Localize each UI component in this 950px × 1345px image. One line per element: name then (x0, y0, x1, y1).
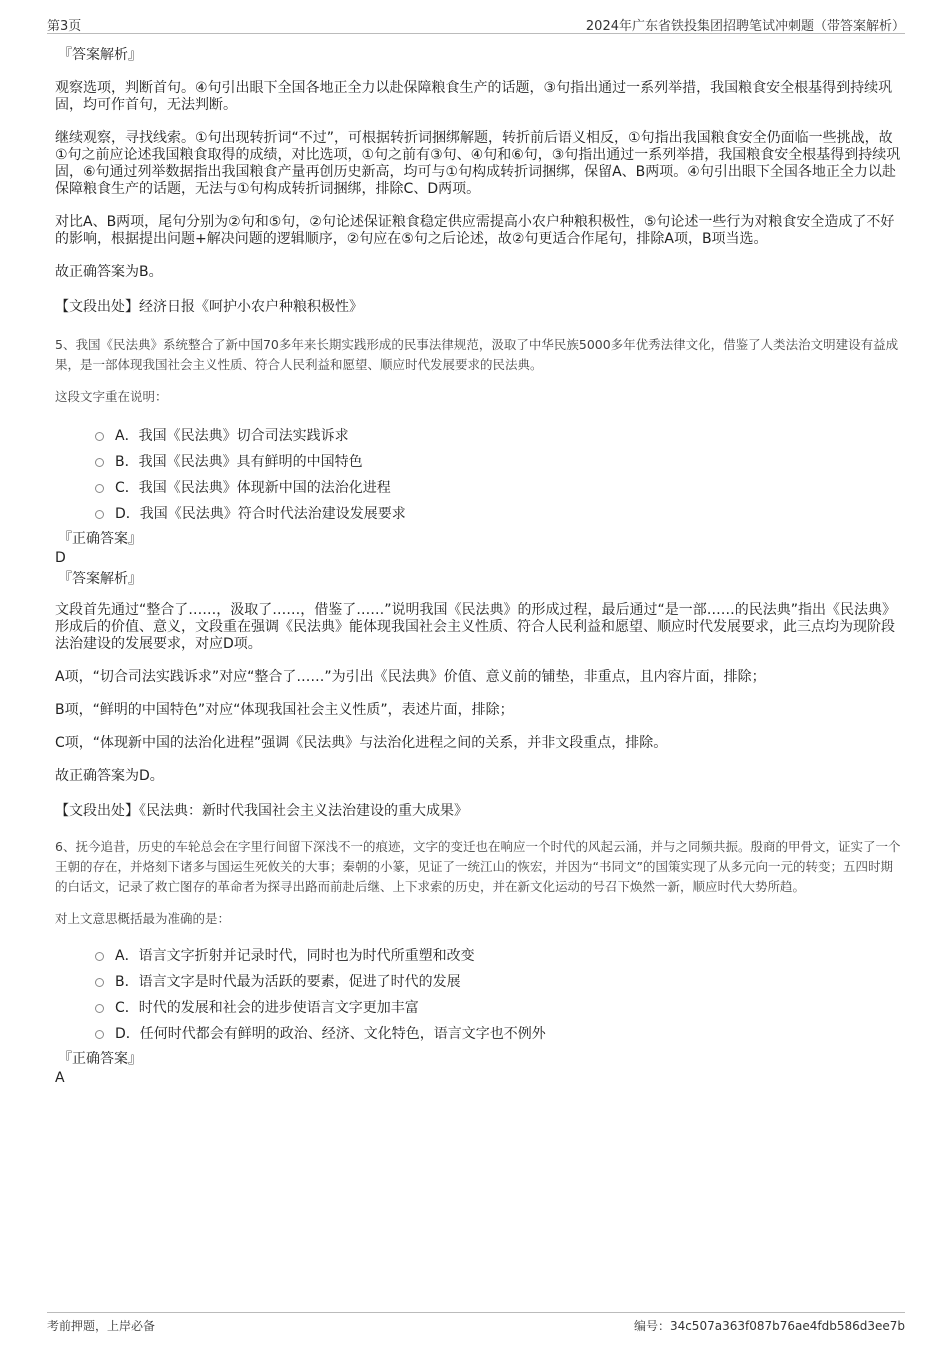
q5-source: 【文段出处】《民法典：新时代我国社会主义法治建设的重大成果》 (55, 803, 468, 819)
q5-option-d[interactable] (55, 501, 901, 527)
option-label: A．语言文字折射并记录时代，同时也为时代所重塑和改变 (115, 948, 475, 964)
radio-icon[interactable] (95, 952, 104, 961)
q5-analysis-para: B项，“鲜明的中国特色”对应“体现我国社会主义性质”，表述片面，排除； (55, 702, 514, 718)
q6-option-c[interactable] (55, 995, 901, 1021)
page-number: 第3页 (47, 19, 82, 34)
q5-option-b[interactable] (55, 449, 901, 475)
option-label: C．时代的发展和社会的进步使语言文字更加丰富 (115, 1000, 419, 1016)
q5-answer-label: 『正确答案』 (58, 531, 142, 547)
q6-options (55, 943, 901, 1047)
q5-analysis-para: A项，“切合司法实践诉求”对应“整合了……”为引出《民法典》价值、意义前的铺垫，非重点，且内容片面，排除； (55, 669, 766, 685)
option-label: D．我国《民法典》符合时代法治建设发展要求 (115, 506, 406, 522)
option-label: D．任何时代都会有鲜明的政治、经济、文化特色，语言文字也不例外 (115, 1026, 546, 1042)
q4-conclusion: 故正确答案为B。 (55, 264, 163, 280)
q6-answer: A (55, 1070, 65, 1086)
q5-analysis-label: 『答案解析』 (58, 571, 142, 587)
radio-icon[interactable] (95, 458, 104, 467)
q5-question: 这段文字重在说明： (55, 389, 168, 404)
q5-analysis-para: C项，“体现新中国的法治化进程”强调《民法典》与法治化进程之间的关系，并非文段重点，排除。 (55, 735, 668, 751)
q6-question: 对上文意思概括最为准确的是： (55, 911, 231, 926)
radio-icon[interactable] (95, 1030, 104, 1039)
radio-icon[interactable] (95, 510, 104, 519)
radio-icon[interactable] (95, 978, 104, 987)
q5-conclusion: 故正确答案为D。 (55, 768, 164, 784)
q5-options (55, 423, 901, 527)
q4-analysis-para: 对比A、B两项，尾句分别为②句和⑤句，②句论述保证粮食稳定供应需提高小农户种粮积极性，⑤句论述一些行为对粮食安全造成了不好的影响，根据提出问题+解决问题的逻辑顺序，②句应在⑤句之后论述，故②句更适合作尾句，排除A项，B项当选。 (55, 214, 895, 247)
option-label: B．我国《民法典》具有鲜明的中国特色 (115, 454, 363, 470)
q4-source: 【文段出处】经济日报《呵护小农户种粮积极性》 (55, 299, 363, 315)
q4-analysis-para: 继续观察，寻找线索。①句出现转折词“不过”，可根据转折词捆绑解题，转折前后语义相反，①句指出我国粮食安全仍面临一些挑战，故①句之前应论述我国粮食取得的成绩，对比选项，①句之前有③句、④句和⑥句，③句指出通过一系列举措，我国粮食安全根基得到持续巩固，⑥句通过列举数据指出我国粮食产量再创历史新高，均可与①句构成转折词捆绑，保留A、B两项。④句引出眼下全国各地正全力以赴保障粮食生产的话题，无法与①句构成转折词捆绑，排除C、D两项。 (55, 130, 901, 197)
q6-stem: 6、抚今追昔，历史的车轮总会在字里行间留下深浅不一的痕迹，文字的变迁也在响应一个时代的风起云涌，并与之同频共振。殷商的甲骨文，证实了一个王朝的存在，并烙刻下诸多与国运生死攸关的大事；秦朝的小篆，见证了一统江山的恢宏，并因为“书同文”的国策实现了从多元向一元的转变；五四时期的白话文，记录了救亡图存的革命者为探寻出路而前赴后继、上下求索的历史，并在新文化运动的号召下焕然一新，顺应时代大势所趋。 (55, 839, 901, 894)
q6-option-a[interactable] (55, 943, 901, 969)
footer-slogan: 考前押题，上岸必备 (47, 1319, 156, 1333)
option-label: A．我国《民法典》切合司法实践诉求 (115, 428, 349, 444)
document-code: 编号：34c507a363f087b76ae4fdb586d3ee7b (633, 1319, 905, 1333)
q5-stem: 5、我国《民法典》系统整合了新中国70多年来长期实践形成的民事法律规范，汲取了中华民族5000多年优秀法律文化，借鉴了人类法治文明建设有益成果，是一部体现我国社会主义性质、符合人民利益和愿望、顺应时代发展要求的民法典。 (55, 337, 899, 372)
document-body (55, 46, 901, 1087)
option-label: B．语言文字是时代最为活跃的要素，促进了时代的发展 (115, 974, 461, 990)
option-label: C．我国《民法典》体现新中国的法治化进程 (115, 480, 391, 496)
radio-icon[interactable] (95, 484, 104, 493)
radio-icon[interactable] (95, 432, 104, 441)
page-footer (47, 1312, 905, 1335)
q6-option-d[interactable] (55, 1021, 901, 1047)
document-title: 2024年广东省铁投集团招聘笔试冲刺题（带答案解析） (585, 19, 905, 34)
q6-option-b[interactable] (55, 969, 901, 995)
page-header (47, 13, 905, 34)
q5-answer: D (55, 550, 66, 566)
q5-option-c[interactable] (55, 475, 901, 501)
q4-analysis-label: 『答案解析』 (58, 47, 142, 63)
q5-option-a[interactable] (55, 423, 901, 449)
q5-analysis-para: 文段首先通过“整合了……，汲取了……，借鉴了……”说明我国《民法典》的形成过程，最后通过“是一部……的民法典”指出《民法典》形成后的价值、意义，文段重在强调《民法典》能体现我国社会主义性质、符合人民利益和愿望、顺应时代发展要求，此三点均为现阶段法治建设的发展要求，对应D项。 (55, 602, 897, 652)
radio-icon[interactable] (95, 1004, 104, 1013)
q6-answer-label: 『正确答案』 (58, 1051, 142, 1067)
q4-analysis-para: 观察选项，判断首句。④句引出眼下全国各地正全力以赴保障粮食生产的话题，③句指出通过一系列举措，我国粮食安全根基得到持续巩固，均可作首句，无法判断。 (55, 80, 893, 113)
